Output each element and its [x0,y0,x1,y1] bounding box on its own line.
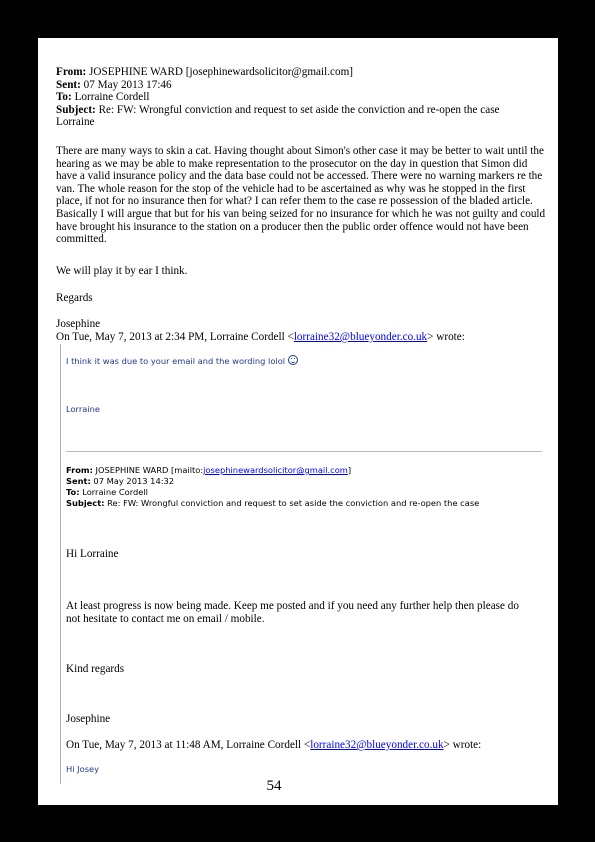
regards: Kind regards [66,663,125,675]
subject-line: Subject: Re: FW: Wrongful conviction and request to set aside the conviction and re-open the case [56,103,500,116]
email-link[interactable]: lorraine32@blueyonder.co.uk [293,331,428,343]
signature: Josephine [56,318,101,330]
body-paragraph: At least progress is now being made. Keep me posted and if you need any further help then please do not hesitate to contact me on email / mobile. [66,600,519,625]
regards: Regards [56,292,93,304]
email-link[interactable]: josephinewardsolicitor@gmail.com [203,465,348,475]
forwarded-header [66,465,546,509]
body-paragraph: There are many ways to skin a cat. Having thought about Simon's other case it may be better to wait until the hearing as we may be able to make representation to the prosecutor on the day in question that Simon did have a valid insurance policy and the data base could not be accessed. There were no warning markers re the van. The whole reason for the stop of the vehicle had to be ascertained as why was he stopped in the first place, if not for no insurance then for what? I can refer them to the case re possession of the bladed article. Basically I will argue that but for his van being seized for no insurance for which he was not guilty and could have brought his insurance to the station on a producer then the public order offence would not have been committed. [56,145,546,246]
email-header [56,66,551,129]
signature: Josephine [66,713,111,725]
quote-intro: On Tue, May 7, 2013 at 2:34 PM, Lorraine Cordell <lorraine32@blueyonder.co.uk> wrote: [56,331,465,343]
smiley-icon [288,355,298,365]
document-page [38,38,558,805]
body-line: We will play it by ear I think. [56,265,188,277]
email-link[interactable]: lorraine32@blueyonder.co.uk [310,739,444,751]
quoted-line: I think it was due to your email and the wording lolol [66,355,298,367]
from-line: From: JOSEPHINE WARD [mailto:josephinewardsolicitor@gmail.com] [66,465,352,475]
subject-line: Subject: Re: FW: Wrongful conviction and request to set aside the conviction and re-open the case [66,498,480,508]
greeting: Hi Lorraine [66,548,119,560]
divider [66,451,542,452]
quote-bar [60,344,61,784]
from-line: From: JOSEPHINE WARD [josephinewardsolicitor@gmail.com] [56,66,354,78]
quote-intro: On Tue, May 7, 2013 at 11:48 AM, Lorraine Cordell <lorraine32@blueyonder.co.uk> wrote: [66,739,482,751]
sent-line: Sent: 07 May 2013 17:46 [56,78,172,91]
greeting: Lorraine [56,116,95,129]
to-line: To: Lorraine Cordell [56,91,150,104]
sent-line: Sent: 07 May 2013 14:32 [66,476,175,486]
page-number: 54 [266,778,282,794]
quoted-signature: Lorraine [66,404,100,414]
to-line: To: Lorraine Cordell [66,487,148,497]
quoted-greeting: Hi Josey [66,764,100,774]
